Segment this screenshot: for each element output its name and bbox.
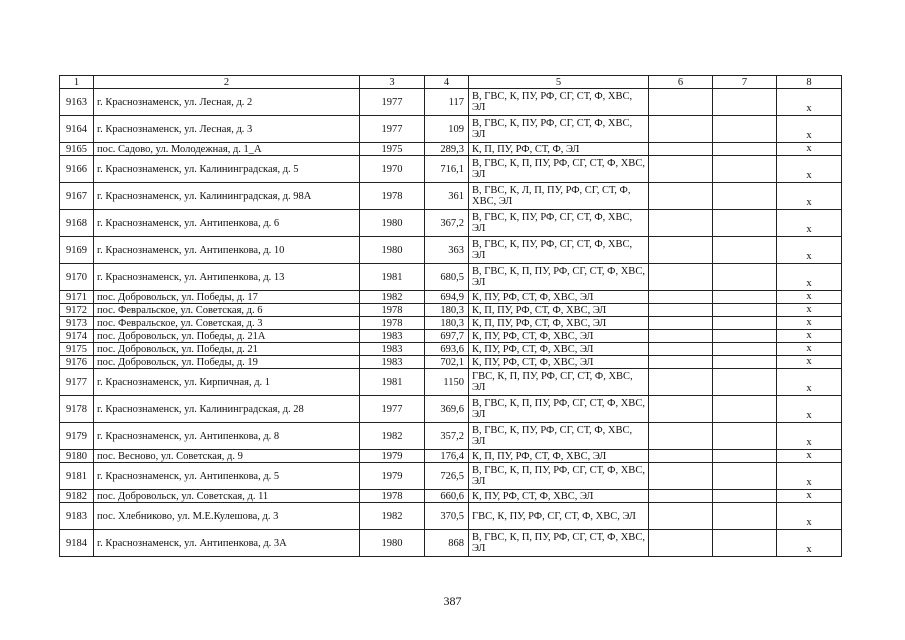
table-row [60, 503, 842, 530]
cell-col-6 [649, 396, 713, 423]
cell-systems: В, ГВС, К, Л, П, ПУ, РФ, СГ, СТ, Ф, ХВС, ЭЛ [469, 183, 649, 210]
cell-col-7 [713, 237, 777, 264]
cell-col-7 [713, 156, 777, 183]
cell-area: 361 [425, 183, 469, 210]
housing-table [59, 75, 842, 557]
cell-address: пос. Февральское, ул. Советская, д. 6 [94, 304, 360, 317]
cell-col-8: х [777, 356, 842, 369]
cell-col-7 [713, 143, 777, 156]
cell-address: г. Краснознаменск, ул. Лесная, д. 3 [94, 116, 360, 143]
cell-year: 1978 [360, 317, 425, 330]
cell-area: 117 [425, 89, 469, 116]
table-row [60, 463, 842, 490]
cell-year: 1978 [360, 183, 425, 210]
cell-id: 9168 [60, 210, 94, 237]
cell-year: 1981 [360, 264, 425, 291]
cell-address: пос. Февральское, ул. Советская, д. 3 [94, 317, 360, 330]
cell-col-8: х [777, 264, 842, 291]
cell-col-8: х [777, 237, 842, 264]
cell-systems: К, ПУ, РФ, СТ, Ф, ХВС, ЭЛ [469, 291, 649, 304]
cell-id: 9183 [60, 503, 94, 530]
cell-area: 697,7 [425, 330, 469, 343]
cell-address: г. Краснознаменск, ул. Калининградская, д. 28 [94, 396, 360, 423]
cell-address: пос. Хлебниково, ул. М.Е.Кулешова, д. 3 [94, 503, 360, 530]
page-number: 387 [443, 594, 462, 608]
header-col-1: 1 [60, 76, 94, 89]
table-row [60, 530, 842, 557]
cell-col-7 [713, 423, 777, 450]
cell-col-6 [649, 503, 713, 530]
cell-systems: К, П, ПУ, РФ, СТ, Ф, ХВС, ЭЛ [469, 450, 649, 463]
cell-col-7 [713, 503, 777, 530]
table-row [60, 369, 842, 396]
cell-col-7 [713, 116, 777, 143]
cell-col-6 [649, 330, 713, 343]
cell-address: г. Краснознаменск, ул. Калининградская, д. 98А [94, 183, 360, 210]
cell-id: 9178 [60, 396, 94, 423]
cell-col-7 [713, 356, 777, 369]
cell-year: 1975 [360, 143, 425, 156]
cell-col-6 [649, 304, 713, 317]
cell-systems: В, ГВС, К, ПУ, РФ, СГ, СТ, Ф, ХВС, ЭЛ [469, 210, 649, 237]
cell-area: 693,6 [425, 343, 469, 356]
cell-systems: ГВС, К, П, ПУ, РФ, СГ, СТ, Ф, ХВС, ЭЛ [469, 369, 649, 396]
cell-year: 1982 [360, 423, 425, 450]
cell-year: 1970 [360, 156, 425, 183]
cell-year: 1983 [360, 343, 425, 356]
cell-id: 9181 [60, 463, 94, 490]
cell-col-6 [649, 423, 713, 450]
cell-col-6 [649, 530, 713, 557]
cell-year: 1979 [360, 463, 425, 490]
table-row [60, 490, 842, 503]
cell-col-7 [713, 450, 777, 463]
cell-col-7 [713, 396, 777, 423]
cell-id: 9170 [60, 264, 94, 291]
cell-col-8: х [777, 183, 842, 210]
cell-col-6 [649, 463, 713, 490]
cell-col-6 [649, 490, 713, 503]
cell-col-7 [713, 264, 777, 291]
cell-col-6 [649, 291, 713, 304]
table-row [60, 330, 842, 343]
cell-area: 726,5 [425, 463, 469, 490]
cell-col-8: х [777, 369, 842, 396]
cell-col-7 [713, 369, 777, 396]
cell-col-8: х [777, 291, 842, 304]
cell-id: 9182 [60, 490, 94, 503]
cell-systems: В, ГВС, К, П, ПУ, РФ, СГ, СТ, Ф, ХВС, ЭЛ [469, 264, 649, 291]
cell-col-6 [649, 210, 713, 237]
cell-systems: К, П, ПУ, РФ, СТ, Ф, ЭЛ [469, 143, 649, 156]
cell-id: 9169 [60, 237, 94, 264]
cell-col-8: х [777, 317, 842, 330]
cell-col-8: х [777, 210, 842, 237]
cell-col-8: х [777, 143, 842, 156]
cell-address: пос. Добровольск, ул. Победы, д. 21 [94, 343, 360, 356]
cell-year: 1980 [360, 210, 425, 237]
table-row [60, 343, 842, 356]
cell-systems: В, ГВС, К, ПУ, РФ, СГ, СТ, Ф, ХВС, ЭЛ [469, 423, 649, 450]
cell-col-8: х [777, 89, 842, 116]
header-row [60, 76, 842, 89]
cell-id: 9171 [60, 291, 94, 304]
cell-col-7 [713, 317, 777, 330]
cell-id: 9177 [60, 369, 94, 396]
cell-year: 1978 [360, 490, 425, 503]
cell-area: 109 [425, 116, 469, 143]
cell-systems: В, ГВС, К, П, ПУ, РФ, СГ, СТ, Ф, ХВС, ЭЛ [469, 463, 649, 490]
cell-col-8: х [777, 490, 842, 503]
cell-area: 176,4 [425, 450, 469, 463]
cell-area: 369,6 [425, 396, 469, 423]
table-row [60, 291, 842, 304]
cell-col-8: х [777, 503, 842, 530]
cell-area: 694,9 [425, 291, 469, 304]
table-body [60, 89, 842, 557]
cell-year: 1979 [360, 450, 425, 463]
cell-col-7 [713, 330, 777, 343]
cell-col-7 [713, 463, 777, 490]
table-row [60, 450, 842, 463]
cell-address: г. Краснознаменск, ул. Антипенкова, д. 8 [94, 423, 360, 450]
cell-systems: К, ПУ, РФ, СТ, Ф, ХВС, ЭЛ [469, 330, 649, 343]
cell-id: 9184 [60, 530, 94, 557]
cell-year: 1977 [360, 116, 425, 143]
header-col-2: 2 [94, 76, 360, 89]
cell-area: 660,6 [425, 490, 469, 503]
cell-systems: К, П, ПУ, РФ, СТ, Ф, ХВС, ЭЛ [469, 304, 649, 317]
cell-id: 9166 [60, 156, 94, 183]
cell-systems: В, ГВС, К, ПУ, РФ, СГ, СТ, Ф, ХВС, ЭЛ [469, 89, 649, 116]
cell-address: пос. Садово, ул. Молодежная, д. 1_А [94, 143, 360, 156]
cell-col-8: х [777, 343, 842, 356]
cell-col-8: х [777, 116, 842, 143]
cell-year: 1982 [360, 503, 425, 530]
cell-col-7 [713, 183, 777, 210]
cell-id: 9163 [60, 89, 94, 116]
cell-id: 9179 [60, 423, 94, 450]
table-row [60, 89, 842, 116]
cell-address: г. Краснознаменск, ул. Кирпичная, д. 1 [94, 369, 360, 396]
cell-year: 1982 [360, 291, 425, 304]
cell-year: 1980 [360, 237, 425, 264]
cell-address: г. Краснознаменск, ул. Антипенкова, д. 10 [94, 237, 360, 264]
cell-col-6 [649, 369, 713, 396]
cell-systems: К, ПУ, РФ, СТ, Ф, ХВС, ЭЛ [469, 356, 649, 369]
cell-year: 1977 [360, 89, 425, 116]
cell-col-8: х [777, 423, 842, 450]
cell-col-8: х [777, 463, 842, 490]
header-col-8: 8 [777, 76, 842, 89]
table-row [60, 116, 842, 143]
table-row [60, 143, 842, 156]
cell-id: 9164 [60, 116, 94, 143]
cell-area: 370,5 [425, 503, 469, 530]
cell-year: 1983 [360, 330, 425, 343]
table-row [60, 156, 842, 183]
cell-address: г. Краснознаменск, ул. Лесная, д. 2 [94, 89, 360, 116]
cell-systems: В, ГВС, К, ПУ, РФ, СГ, СТ, Ф, ХВС, ЭЛ [469, 116, 649, 143]
cell-col-6 [649, 450, 713, 463]
table-row [60, 317, 842, 330]
header-col-6: 6 [649, 76, 713, 89]
cell-col-6 [649, 156, 713, 183]
cell-col-7 [713, 490, 777, 503]
cell-address: г. Краснознаменск, ул. Антипенкова, д. 13 [94, 264, 360, 291]
cell-area: 680,5 [425, 264, 469, 291]
cell-address: пос. Добровольск, ул. Победы, д. 19 [94, 356, 360, 369]
cell-col-6 [649, 317, 713, 330]
cell-col-6 [649, 183, 713, 210]
cell-address: г. Краснознаменск, ул. Антипенкова, д. 5 [94, 463, 360, 490]
cell-col-6 [649, 143, 713, 156]
cell-col-8: х [777, 530, 842, 557]
table-row [60, 396, 842, 423]
cell-id: 9165 [60, 143, 94, 156]
table-row [60, 183, 842, 210]
cell-col-7 [713, 291, 777, 304]
cell-col-8: х [777, 304, 842, 317]
cell-systems: В, ГВС, К, ПУ, РФ, СГ, СТ, Ф, ХВС, ЭЛ [469, 237, 649, 264]
cell-col-6 [649, 356, 713, 369]
cell-year: 1983 [360, 356, 425, 369]
cell-area: 180,3 [425, 317, 469, 330]
cell-id: 9180 [60, 450, 94, 463]
cell-col-8: х [777, 396, 842, 423]
cell-area: 1150 [425, 369, 469, 396]
cell-systems: ГВС, К, ПУ, РФ, СГ, СТ, Ф, ХВС, ЭЛ [469, 503, 649, 530]
cell-address: пос. Добровольск, ул. Победы, д. 21А [94, 330, 360, 343]
cell-col-6 [649, 89, 713, 116]
table-row [60, 210, 842, 237]
cell-id: 9174 [60, 330, 94, 343]
cell-year: 1978 [360, 304, 425, 317]
cell-id: 9175 [60, 343, 94, 356]
cell-id: 9176 [60, 356, 94, 369]
cell-area: 180,3 [425, 304, 469, 317]
cell-id: 9172 [60, 304, 94, 317]
table-row [60, 237, 842, 264]
cell-address: г. Краснознаменск, ул. Антипенкова, д. 3А [94, 530, 360, 557]
cell-systems: К, ПУ, РФ, СТ, Ф, ХВС, ЭЛ [469, 343, 649, 356]
table-row [60, 356, 842, 369]
header-col-7: 7 [713, 76, 777, 89]
cell-id: 9167 [60, 183, 94, 210]
cell-area: 367,2 [425, 210, 469, 237]
cell-area: 289,3 [425, 143, 469, 156]
header-col-5: 5 [469, 76, 649, 89]
cell-area: 363 [425, 237, 469, 264]
cell-col-7 [713, 210, 777, 237]
cell-col-7 [713, 343, 777, 356]
cell-area: 716,1 [425, 156, 469, 183]
cell-year: 1980 [360, 530, 425, 557]
cell-year: 1977 [360, 396, 425, 423]
table-row [60, 264, 842, 291]
cell-col-6 [649, 343, 713, 356]
header-col-3: 3 [360, 76, 425, 89]
cell-systems: К, ПУ, РФ, СТ, Ф, ХВС, ЭЛ [469, 490, 649, 503]
table-row [60, 423, 842, 450]
cell-address: пос. Добровольск, ул. Победы, д. 17 [94, 291, 360, 304]
cell-systems: В, ГВС, К, П, ПУ, РФ, СГ, СТ, Ф, ХВС, ЭЛ [469, 156, 649, 183]
cell-address: г. Краснознаменск, ул. Антипенкова, д. 6 [94, 210, 360, 237]
cell-address: пос. Весново, ул. Советская, д. 9 [94, 450, 360, 463]
cell-col-6 [649, 264, 713, 291]
cell-systems: К, П, ПУ, РФ, СТ, Ф, ХВС, ЭЛ [469, 317, 649, 330]
cell-col-6 [649, 237, 713, 264]
cell-address: г. Краснознаменск, ул. Калининградская, д. 5 [94, 156, 360, 183]
header-col-4: 4 [425, 76, 469, 89]
cell-col-7 [713, 304, 777, 317]
cell-col-8: х [777, 156, 842, 183]
table-row [60, 304, 842, 317]
cell-col-7 [713, 89, 777, 116]
cell-systems: В, ГВС, К, П, ПУ, РФ, СГ, СТ, Ф, ХВС, ЭЛ [469, 530, 649, 557]
cell-id: 9173 [60, 317, 94, 330]
cell-col-7 [713, 530, 777, 557]
cell-address: пос. Добровольск, ул. Советская, д. 11 [94, 490, 360, 503]
cell-area: 702,1 [425, 356, 469, 369]
cell-col-8: х [777, 330, 842, 343]
cell-col-8: х [777, 450, 842, 463]
cell-area: 868 [425, 530, 469, 557]
cell-col-6 [649, 116, 713, 143]
cell-year: 1981 [360, 369, 425, 396]
cell-area: 357,2 [425, 423, 469, 450]
cell-systems: В, ГВС, К, П, ПУ, РФ, СГ, СТ, Ф, ХВС, ЭЛ [469, 396, 649, 423]
